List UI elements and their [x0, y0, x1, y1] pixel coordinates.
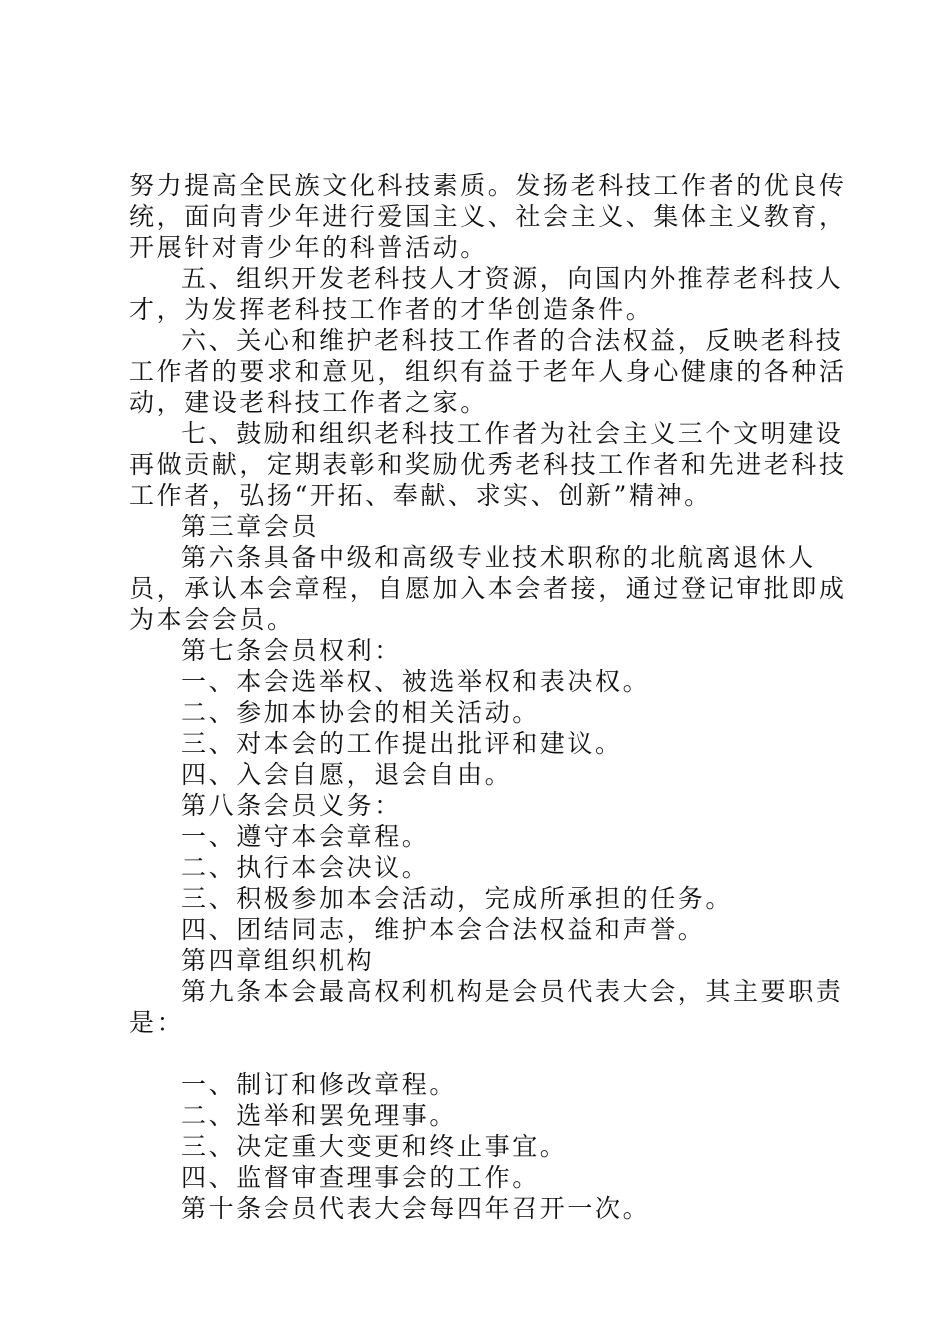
list-item: 二、执行本会决议。 [181, 853, 430, 882]
list-item: 四、监督审查理事会的工作。 [181, 1163, 540, 1192]
list-item: 四、团结同志，维护本会合法权益和声誉。 [181, 915, 706, 944]
paragraph: 努力提高全民族文化科技素质。发扬老科技工作者的优良传统，面向青少年进行爱国主义、社会主义、集体主义教育，开展针对青少年的科普活动。 [129, 171, 847, 262]
list-item: 一、遵守本会章程。 [181, 822, 430, 851]
article-heading: 第八条会员义务： [181, 791, 402, 820]
chapter-heading: 第三章会员 [181, 512, 320, 541]
document-body [129, 170, 849, 1224]
chapter-heading: 第四章组织机构 [181, 946, 375, 975]
list-item: 四、入会自愿，退会自由。 [181, 760, 513, 789]
list-item: 三、决定重大变更和终止事宜。 [181, 1132, 568, 1161]
list-item: 三、积极参加本会活动，完成所承担的任务。 [181, 884, 734, 913]
list-item: 二、选举和罢免理事。 [181, 1101, 458, 1130]
paragraph: 五、组织开发老科技人才资源，向国内外推荐老科技人才，为发挥老科技工作者的才华创造条件。 [129, 264, 844, 324]
paragraph: 第六条具备中级和高级专业技术职称的北航离退休人员，承认本会章程，自愿加入本会者接，通过登记审批即成为本会会员。 [129, 543, 847, 634]
paragraph: 六、关心和维护老科技工作者的合法权益，反映老科技工作者的要求和意见，组织有益于老年人身心健康的各种活动，建设老科技工作者之家。 [129, 326, 847, 417]
article-heading: 第九条本会最高权利机构是会员代表大会，其主要职责是： [129, 977, 844, 1037]
article-heading: 第十条会员代表大会每四年召开一次。 [181, 1194, 651, 1223]
blank-line [129, 1038, 849, 1069]
paragraph: 七、鼓励和组织老科技工作者为社会主义三个文明建设再做贡献，定期表彰和奖励优秀老科技工作者和先进老科技工作者，弘扬“开拓、奉献、求实、创新”精神。 [129, 419, 847, 510]
list-item: 二、参加本协会的相关活动。 [181, 698, 540, 727]
article-heading: 第七条会员权利： [181, 636, 402, 665]
list-item: 一、本会选举权、被选举权和表决权。 [181, 667, 651, 696]
list-item: 三、对本会的工作提出批评和建议。 [181, 729, 623, 758]
list-item: 一、制订和修改章程。 [181, 1070, 458, 1099]
